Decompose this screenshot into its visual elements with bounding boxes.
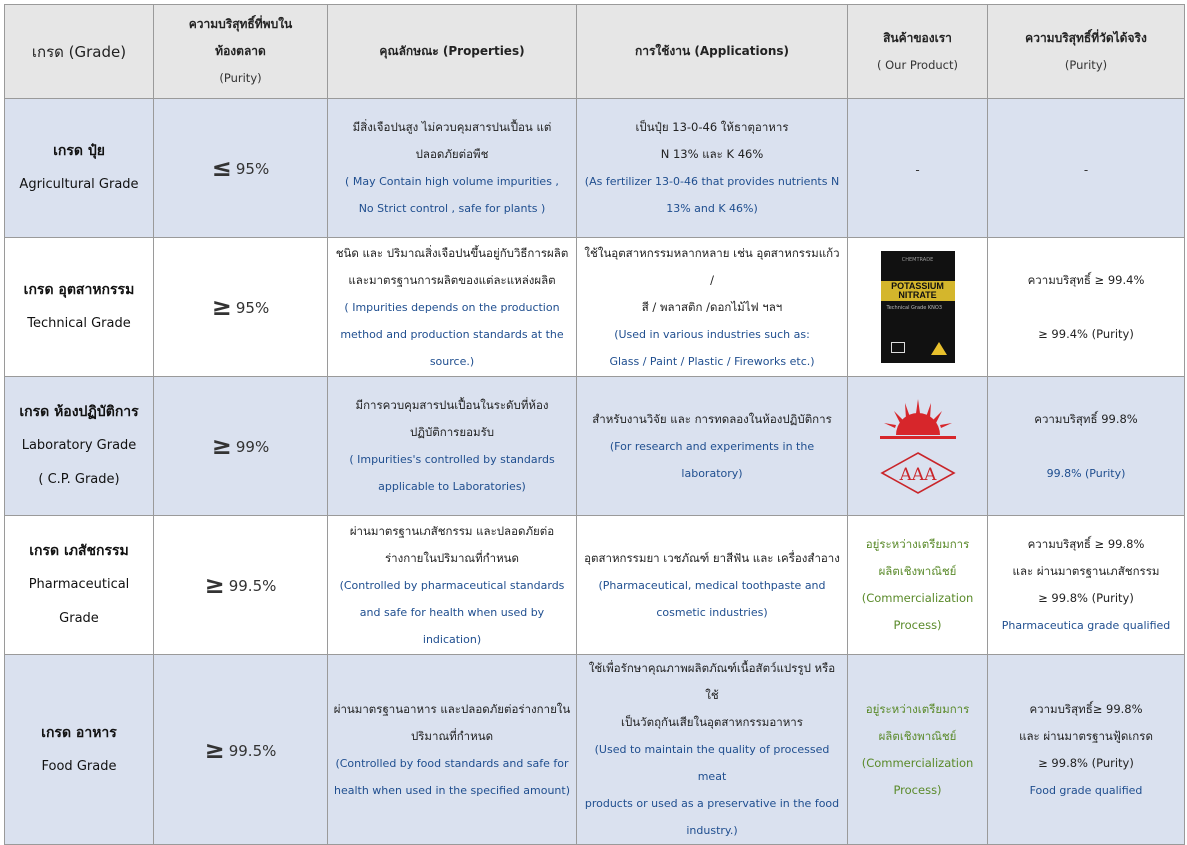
grade-cell: เกรด อุตสาหกรรม Technical Grade: [5, 238, 154, 377]
properties-cell: มีการควบคุมสารปนเปื้อนในระดับที่ห้อง ปฏิบัติการยอมรับ ( Impurities's controlled by standards applicable to Laboratories): [328, 377, 577, 516]
table-row: [5, 655, 1185, 845]
header-properties: คุณลักษณะ (Properties): [328, 5, 577, 99]
product-cell: [848, 238, 988, 377]
product-cell: [848, 377, 988, 516]
applications-cell: สำหรับงานวิจัย และ การทดลองในห้องปฏิบัติการ (For research and experiments in the laboratory): [577, 377, 848, 516]
measured-purity-cell: ความบริสุทธิ์ ≥ 99.4% ≥ 99.4% (Purity): [988, 238, 1185, 377]
header-grade: เกรด (Grade): [5, 5, 154, 99]
bag-title: POTASSIUM NITRATE: [881, 281, 955, 301]
header-our-product: สินค้าของเรา ( Our Product): [848, 5, 988, 99]
product-status-cell: อยู่ระหว่างเตรียมการ ผลิตเชิงพาณิชย์ (Commercialization Process): [848, 516, 988, 655]
header-applications: การใช้งาน (Applications): [577, 5, 848, 99]
table-row: [5, 99, 1185, 238]
grade-cell: เกรด เภสัชกรรม Pharmaceutical Grade: [5, 516, 154, 655]
product-status-cell: อยู่ระหว่างเตรียมการ ผลิตเชิงพาณิชย์ (Commercialization Process): [848, 655, 988, 845]
measured-purity-cell: -: [988, 99, 1185, 238]
grade-cell: เกรด อาหาร Food Grade: [5, 655, 154, 845]
bag-subtitle: Technical Grade KNO3: [886, 305, 943, 311]
bag-brand: CHEMTRADE: [901, 257, 934, 263]
market-purity-cell: ≥ 99%: [154, 377, 328, 516]
header-measured-purity: ความบริสุทธิ์ที่วัดได้จริง (Purity): [988, 5, 1185, 99]
header-row: [5, 5, 1185, 99]
market-purity-cell: ≥ 99.5%: [154, 516, 328, 655]
product-cell: -: [848, 99, 988, 238]
header-market-purity: ความบริสุทธิ์ที่พบใน ท้องตลาด (Purity): [154, 5, 328, 99]
market-purity-cell: ≥ 95%: [154, 238, 328, 377]
table-row: [5, 377, 1185, 516]
hazard-warning-icon: [931, 342, 947, 355]
grade-cell: เกรด ห้องปฏิบัติการ Laboratory Grade ( C.P. Grade): [5, 377, 154, 516]
measured-purity-cell: ความบริสุทธิ์≥ 99.8% และ ผ่านมาตรฐานฟู้ดเกรด ≥ 99.8% (Purity) Food grade qualified: [988, 655, 1185, 845]
grade-cell: เกรด ปุ๋ย Agricultural Grade: [5, 99, 154, 238]
bag-label-box: [891, 342, 905, 353]
measured-purity-cell: ความบริสุทธิ์ ≥ 99.8% และ ผ่านมาตรฐานเภสัชกรรม ≥ 99.8% (Purity) Pharmaceutica grade qualified: [988, 516, 1185, 655]
properties-cell: มีสิ่งเจือปนสูง ไม่ควบคุมสารปนเปื้อน แต่ ปลอดภัยต่อพืช ( May Contain high volume impurities , No Strict control , safe for plants ): [328, 99, 577, 238]
rising-sun-logo-icon: [878, 397, 958, 441]
market-purity-cell: ≥ 99.5%: [154, 655, 328, 845]
properties-cell: ผ่านมาตรฐานอาหาร และปลอดภัยต่อร่างกายใน ปริมาณที่กำหนด (Controlled by food standards and safe for health when used in the specified amount): [328, 655, 577, 845]
applications-cell: ใช้เพื่อรักษาคุณภาพผลิตภัณฑ์เนื้อสัตว์แปรรูป หรือ ใช้ เป็นวัตถุกันเสียในอุตสาหกรรมอาหาร (Used to maintain the quality of processed meat products or used as a preservative in the food industry.): [577, 655, 848, 845]
properties-cell: ชนิด และ ปริมาณสิ่งเจือปนขึ้นอยู่กับวิธีการผลิต และมาตรฐานการผลิตของแต่ละแหล่งผลิต ( Impurities depends on the production method and production standards at the source.): [328, 238, 577, 377]
applications-cell: ใช้ในอุตสาหกรรมหลากหลาย เช่น อุตสาหกรรมแก้ว / สี / พลาสติก /ดอกไม้ไฟ ฯลฯ (Used in various industries such as: Glass / Paint / Plastic / Fireworks etc.): [577, 238, 848, 377]
potassium-nitrate-bag-image: [881, 251, 955, 363]
applications-cell: อุตสาหกรรมยา เวชภัณฑ์ ยาสีฟัน และ เครื่องสำอาง (Pharmaceutical, medical toothpaste and cosmetic industries): [577, 516, 848, 655]
table-row: [5, 238, 1185, 377]
table-row: [5, 516, 1185, 655]
grade-comparison-table: [4, 4, 1185, 845]
measured-purity-cell: ความบริสุทธิ์ 99.8% 99.8% (Purity): [988, 377, 1185, 516]
applications-cell: เป็นปุ๋ย 13-0-46 ให้ธาตุอาหาร N 13% และ K 46% (As fertilizer 13-0-46 that provides nutrients N 13% and K 46%): [577, 99, 848, 238]
market-purity-cell: ≤ 95%: [154, 99, 328, 238]
aaa-logo-text: AAA: [899, 465, 936, 485]
aaa-logo-icon: [880, 451, 956, 495]
properties-cell: ผ่านมาตรฐานเภสัชกรรม และปลอดภัยต่อ ร่างกายในปริมาณที่กำหนด (Controlled by pharmaceutical standards and safe for health when used by indication): [328, 516, 577, 655]
